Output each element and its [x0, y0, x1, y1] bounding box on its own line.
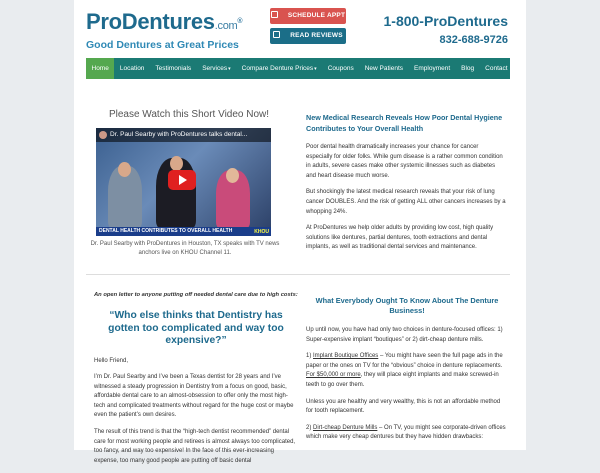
nav-item-new-patients[interactable]: New Patients — [364, 65, 404, 72]
denture-business-paragraph — [306, 352, 508, 390]
chevron-down-icon: ▾ — [228, 66, 231, 72]
nav-item-testimonials[interactable]: Testimonials — [155, 65, 192, 72]
denture-business-paragraph — [306, 424, 508, 443]
research-paragraph: Poor dental health dramatically increases your chance for cancer especially for older folks. While gum disease is a rather common condition in adults, severe cases make other systemic illnesses such as diabetes and heart disease much worse. — [306, 144, 503, 179]
open-letter-intro: An open letter to anyone putting off needed dental care due to high costs: — [94, 292, 298, 298]
video-head — [118, 162, 131, 177]
research-heading: New Medical Research Reveals How Poor Dental Hygiene Contributes to Your Overall Health — [306, 113, 503, 133]
read-reviews-button[interactable] — [270, 28, 346, 44]
schedule-appointment-button[interactable] — [270, 8, 346, 24]
nav-item-blog[interactable]: Blog — [461, 65, 475, 72]
phone-vanity-link[interactable]: 1-800-ProDentures — [383, 13, 508, 29]
calendar-icon — [271, 11, 278, 18]
video-head — [226, 168, 239, 183]
nav-item-employment[interactable]: Employment — [414, 65, 451, 72]
edit-icon — [273, 31, 280, 38]
research-column — [306, 112, 506, 260]
site-logo[interactable] — [86, 10, 242, 51]
research-paragraph: But shockingly the latest medical research reveals that your risk of lung cancer DOUBLES. And the risk of getting ALL other cancers increases by a whopping 24%. — [306, 189, 506, 215]
nav-item-services[interactable] — [197, 58, 236, 79]
price-link[interactable]: For $50,000 or more — [306, 372, 361, 379]
denture-business-heading: What Everybody Ought To Know About The Denture Business! — [315, 296, 499, 315]
denture-business-column — [306, 296, 508, 450]
letter-paragraph: I’m Dr. Paul Searby and I’ve been a Texas dentist for 28 years and I’ve witnessed a steady progression in Dentistry from a focus on good, basic, affordable dental care to an almost-obsession to offer only the most high-tech and complicated treatments without regard for the huge cost or maybe even the patient’s own desires. — [94, 374, 294, 419]
nav-item-contact[interactable]: Contact — [485, 65, 508, 72]
paragraph-text: – You might have seen the full page ads in the paper or the ones on TV for the “obvious” choice in denture replacements. — [306, 353, 503, 369]
video-section-title: Please Watch this Short Video Now! — [108, 109, 270, 120]
play-icon[interactable] — [168, 170, 196, 190]
page — [74, 0, 526, 464]
paragraph-text: – On TV, you might see corporate-driven offices which make very cheap dentures but they have hidden drawbacks: — [306, 424, 506, 441]
nav-item-compare-prices-label: Compare Denture Prices — [241, 65, 314, 72]
open-letter-column — [94, 292, 298, 473]
video-lower-third: DENTAL HEALTH CONTRIBUTES TO OVERALL HEALTH — [96, 227, 271, 236]
research-paragraph: At ProDentures we help older adults by providing low cost, high quality solutions like dentures, partial dentures, tooth extractions and dental implants, as well as traditional dental services and maintenance. — [306, 225, 494, 251]
read-reviews-label: READ REVIEWS — [290, 32, 343, 39]
video-brand: KHOU — [254, 229, 269, 235]
denture-mills-link[interactable]: Dirt-cheap Denture Mills — [313, 424, 378, 431]
paragraph-text: , they will place eight implants and make screwed-in teeth to go over them. — [306, 372, 499, 388]
channel-avatar — [99, 131, 107, 139]
phone-number-link[interactable]: 832-688-9726 — [439, 34, 508, 46]
video-head — [170, 156, 183, 171]
letter-headline: “Who else thinks that Dentistry has gotten too complicated and way too expensive?” — [108, 310, 284, 346]
main-nav — [86, 58, 510, 79]
implant-boutique-link[interactable]: Implant Boutique Offices — [313, 353, 379, 360]
schedule-appointment-label: SCHEDULE APPT — [287, 12, 346, 19]
list-number: 2) — [306, 424, 314, 431]
nav-item-coupons[interactable]: Coupons — [327, 65, 354, 72]
logo-tagline: Good Dentures at Great Prices — [86, 39, 239, 51]
logo-wordmark: ProDentures.com® — [86, 9, 243, 34]
nav-item-home[interactable]: Home — [86, 58, 114, 79]
list-number: 1) — [306, 353, 314, 360]
video-title-bar — [96, 128, 271, 142]
video-player[interactable] — [96, 128, 271, 236]
letter-greeting: Hello Friend, — [94, 357, 129, 364]
nav-item-compare-prices[interactable] — [236, 58, 322, 79]
chevron-down-icon: ▾ — [314, 66, 317, 72]
denture-business-paragraph: Up until now, you have had only two choices in denture-focused offices: 1) Super-expensive implant “boutiques” or 2) dirt-cheap denture mills. — [306, 327, 503, 343]
video-title: Dr. Paul Searby with ProDentures talks dental... — [110, 131, 248, 138]
section-divider — [86, 274, 510, 275]
video-caption: Dr. Paul Searby with ProDentures in Houston, TX speaks with TV news anchors live on KHOU Channel 11. — [90, 241, 280, 256]
nav-item-services-label: Services — [202, 65, 228, 72]
nav-item-location[interactable]: Location — [119, 65, 145, 72]
letter-paragraph: The result of this trend is that the “high-tech dentist recommended” dental care for most working people and retirees is almost always too complicated, too fancy, and way too expensive! In the face of this ever-increasing expense, too many good people are putting off basic dental — [94, 429, 296, 464]
denture-business-paragraph: Unless you are healthy and very wealthy, this is not an affordable method for tooth replacement. — [306, 398, 501, 415]
